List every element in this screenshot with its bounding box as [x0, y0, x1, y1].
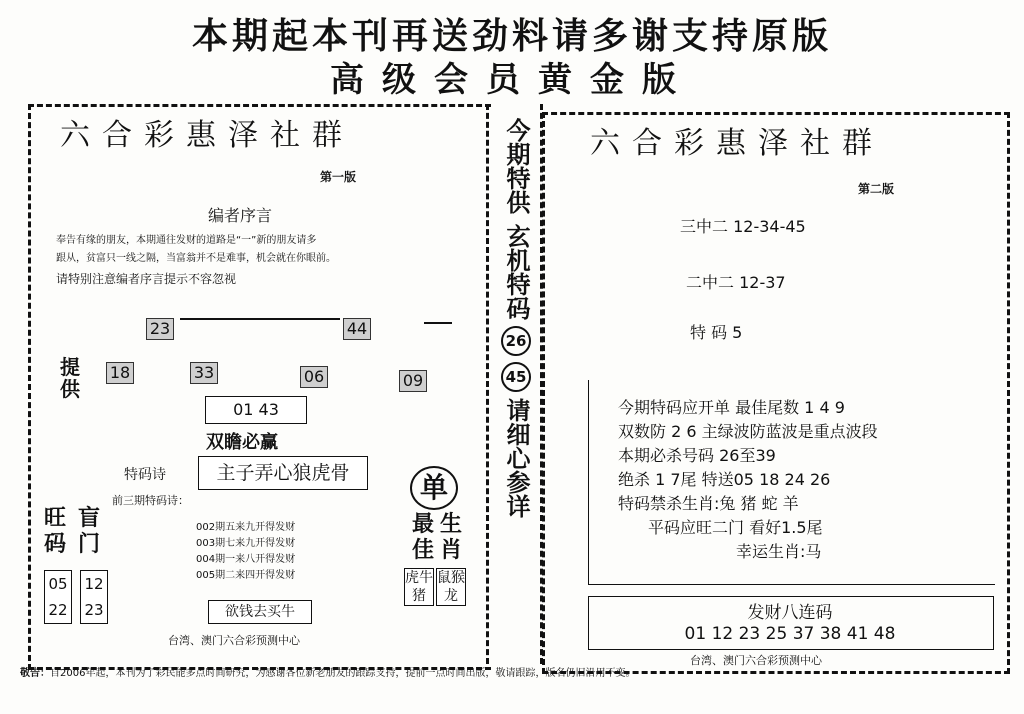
results-list	[196, 520, 295, 584]
tip-item: 特码禁杀生肖:兔 猪 蛇 羊	[618, 494, 799, 513]
sheng-label: 生肖	[440, 512, 463, 563]
tip-item: 幸运生肖:马	[736, 542, 822, 561]
best-label: 最佳	[412, 512, 435, 563]
left-edition: 第一版	[320, 170, 357, 184]
notice-label: 敬告：	[20, 668, 50, 679]
slogan-box: 欲钱去买牛	[208, 600, 312, 624]
result-item: 003期七来九开得发财	[196, 538, 296, 549]
special-code: 特 码 5	[690, 323, 743, 342]
provide-num-2: 33	[190, 362, 218, 384]
header-subtitle: 高级会员黄金版	[330, 60, 694, 100]
mid-title1: 今期特供	[502, 118, 530, 214]
tip-item: 双数防 2 6 主绿波防蓝波是重点波段	[618, 422, 878, 441]
double-win: 双瞻必赢	[206, 432, 278, 453]
mid-circle-2: 45	[501, 362, 531, 392]
tip-item: 今期特码应开单 最佳尾数 1 4 9	[618, 398, 845, 417]
range-line	[180, 318, 340, 320]
prev-poem-label: 前三期特码诗：	[112, 494, 189, 507]
header-title: 本期起本刊再送劲料请多谢支持原版	[191, 16, 832, 57]
wang-nums	[44, 570, 72, 624]
mang-nums	[80, 570, 108, 624]
three-two: 三中二 12-34-45	[680, 217, 806, 236]
mang-num: 23	[84, 601, 104, 619]
preface-line2: 跟从，贫富只一线之隔，当富翁并不是难事，机会就在你眼前。	[56, 253, 336, 264]
single-circle: 单	[410, 466, 458, 510]
mid-title3: 请细心参详	[502, 398, 530, 518]
preface-note: 请特别注意编者序言提示不容忽视	[56, 272, 237, 286]
preface-title: 编者序言	[208, 206, 273, 225]
result-item: 005期二来四开得发财	[196, 570, 296, 581]
range-start: 23	[146, 318, 174, 340]
left-footer: 台湾、澳门六合彩预测中心	[168, 634, 300, 647]
wang-num: 05	[48, 575, 68, 593]
sheng-animals: 鼠猴龙	[437, 570, 465, 604]
best-animals: 虎牛猪	[405, 570, 433, 604]
wang-num: 22	[48, 601, 68, 619]
poem-label: 特码诗	[124, 467, 166, 483]
right-footer: 台湾、澳门六合彩预测中心	[690, 654, 822, 667]
provide-num-4: 09	[399, 370, 427, 392]
fortune-nums: 01 12 23 25 37 38 41 48	[684, 624, 896, 644]
tip-item: 本期必杀号码 26至39	[618, 446, 776, 465]
mid-title2: 玄机特码	[502, 224, 530, 320]
bottom-notice	[20, 664, 1020, 704]
provide-num-1: 18	[106, 362, 134, 384]
poem-box: 主子弄心狼虎骨	[198, 456, 368, 490]
notice-text: 自2006年起，本刊为了彩民能多点时间研究，为感谢各位新老朋友的跟踪支持，提前一点时间出版，敬请跟踪，版名仍旧沿用不变。	[50, 668, 636, 679]
provide-num-3: 06	[300, 366, 328, 388]
result-item: 004期一来八开得发财	[196, 554, 296, 565]
provide-label: 提供	[60, 355, 80, 401]
wang-label: 旺码	[44, 506, 67, 557]
tip-item: 平码应旺二门 看好1.5尾	[648, 518, 823, 537]
tip-item: 绝杀 1 7尾 特送05 18 24 26	[618, 470, 831, 489]
mang-num: 12	[84, 575, 104, 593]
preface-line1: 奉告有缘的朋友，本期通往发财的道路是“一”新的朋友请多	[56, 235, 317, 246]
pair-box: 01 43	[205, 396, 307, 424]
right-group-title: 六合彩惠泽社群	[590, 126, 884, 161]
middle-column	[496, 118, 536, 518]
fortune-title: 发财八连码	[747, 603, 833, 623]
mid-divider-left	[486, 104, 489, 664]
tips-list	[618, 396, 878, 564]
mid-circle-1: 26	[501, 326, 531, 356]
range-end: 44	[343, 318, 371, 340]
range-dash	[424, 318, 452, 324]
left-group-title: 六合彩惠泽社群	[60, 118, 354, 153]
right-edition: 第二版	[858, 182, 895, 196]
two-two: 二中二 12-37	[686, 273, 786, 292]
mang-label: 盲门	[78, 506, 101, 557]
result-item: 002期五来九开得发财	[196, 522, 296, 533]
